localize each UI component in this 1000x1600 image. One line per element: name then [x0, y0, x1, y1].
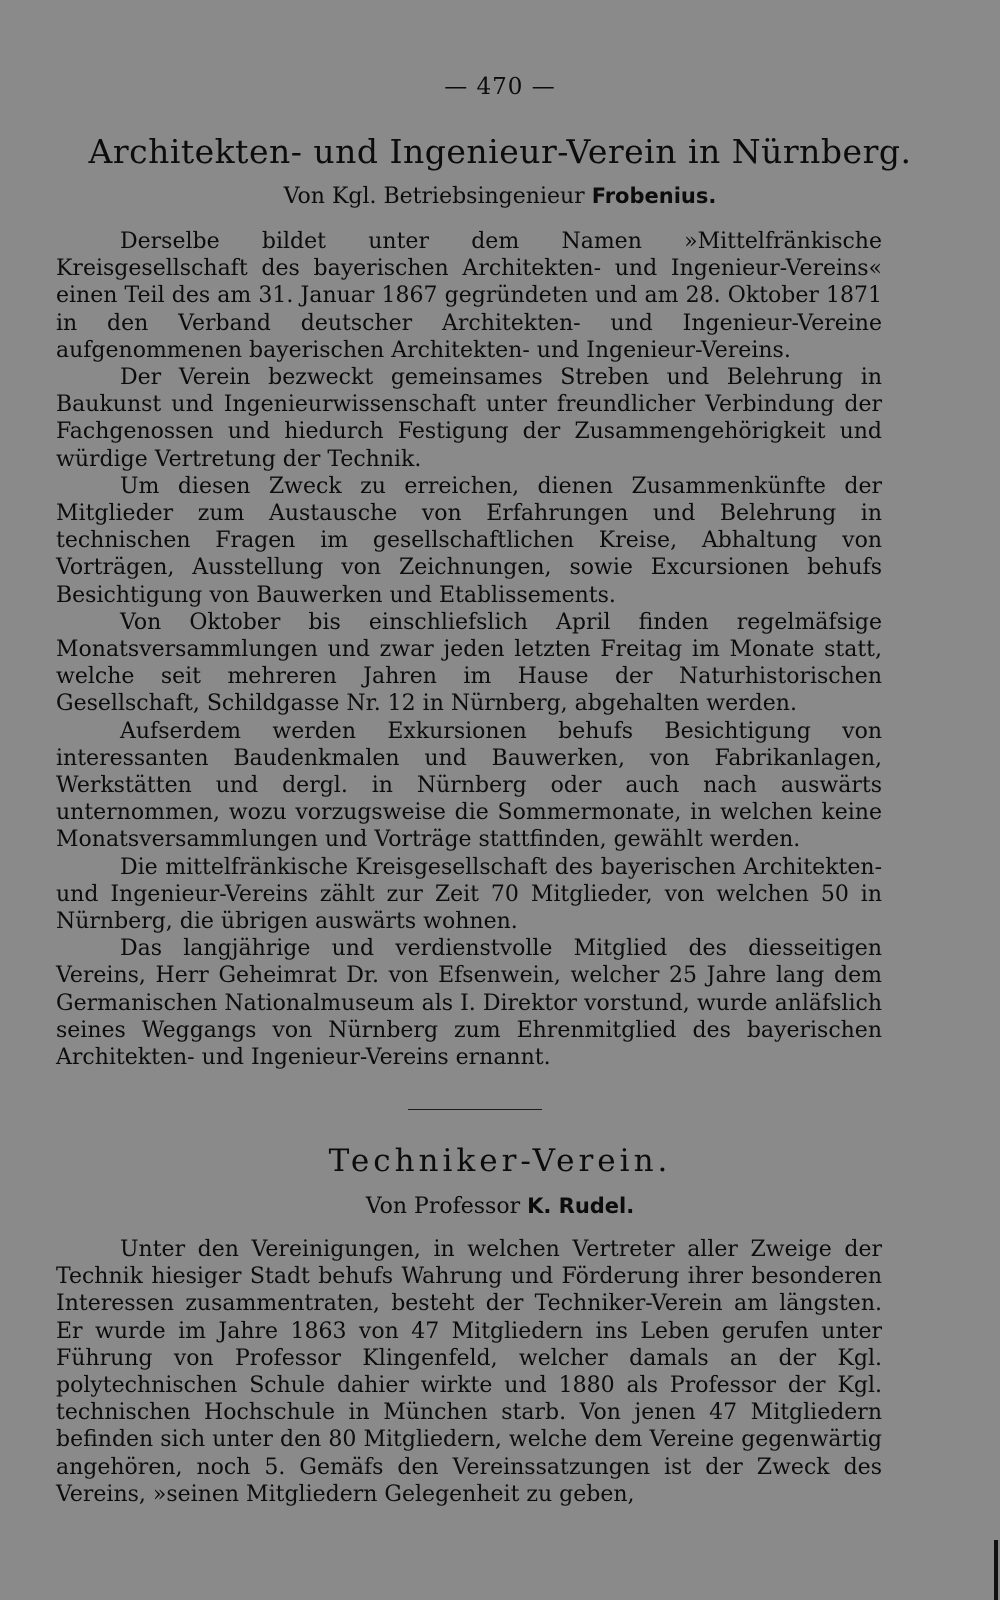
paragraph: Unter den Vereinigungen, in welchen Vertreter aller Zweige der Technik hiesiger Stadt behufs Wahrung und Förderung ihrer besonderen Interessen zusammentraten, besteht der Techniker-Verein am längsten. Er wurde im Jahre 1863 von 47 Mitgliedern ins Leben gerufen unter Führung von Professor Klingenfeld, welcher damals an der Kgl. polytechnischen Schule dahier wirkte und 1880 als Professor der Kgl. technischen Hochschule in München starb. Von jenen 47 Mitgliedern befinden sich unter den 80 Mitgliedern, welche dem Vereine gegenwärtig angehören, noch 5. Gemäfs den Vereinssatzungen ist der Zweck des Vereins, »seinen Mitgliedern Gelegenheit zu geben,: [56, 1237, 882, 1507]
byline-author: K. Rudel.: [527, 1194, 635, 1218]
section-divider: [408, 1109, 542, 1110]
paragraph: Das langjährige und verdienstvolle Mitglied des diesseitigen Vereins, Herr Geheimrat Dr. von Efsenwein, welcher 25 Jahre lang dem Germanischen Nationalmuseum als I. Direktor vorstund, wurde anläfslich seines Weggangs von Nürnberg zum Ehrenmitglied des bayerischen Architekten- und Ingenieur-Vereins ernannt.: [56, 936, 882, 1071]
section-title: Architekten- und Ingenieur-Verein in Nürnberg.: [88, 132, 912, 171]
section-byline: [0, 184, 1000, 209]
paragraph: Derselbe bildet unter dem Namen »Mittelfränkische Kreisgesellschaft des bayerischen Architekten- und Ingenieur-Vereins« einen Teil des am 31. Januar 1867 gegründeten und am 28. Oktober 1871 in den Verband deutscher Architekten- und Ingenieur-Vereine aufgenommenen bayerischen Architekten- und Ingenieur-Vereins.: [56, 229, 882, 363]
section-body: [56, 1236, 882, 1508]
paragraph: Um diesen Zweck zu erreichen, dienen Zusammenkünfte der Mitglieder zum Austausche von Erfahrungen und Belehrung in technischen Fragen im gesellschaftlichen Kreise, Abhaltung von Vorträgen, Ausstellung von Zeichnungen, sowie Excursionen behufs Besichtigung von Bauwerken und Etablissements.: [56, 473, 882, 608]
byline-prefix: Von Kgl. Betriebsingenieur: [283, 184, 585, 209]
section-title: Techniker-Verein.: [328, 1143, 672, 1179]
scan-edge-mark: [994, 1540, 998, 1600]
section-body: [56, 228, 882, 1071]
byline-author: Frobenius.: [591, 184, 717, 208]
byline-prefix: Von Professor: [365, 1194, 521, 1219]
section-byline: [0, 1194, 1000, 1219]
paragraph: Aufserdem werden Exkursionen behufs Besichtigung von interessanten Baudenkmalen und Bauwerken, von Fabrikanlagen, Werkstätten und dergl. in Nürnberg oder auch nach auswärts unternommen, wozu vorzugsweise die Sommermonate, in welchen keine Monatsversammlungen und Vorträge stattfinden, gewählt werden.: [56, 718, 882, 853]
paragraph: Der Verein bezweckt gemeinsames Streben und Belehrung in Baukunst und Ingenieurwissenschaft unter freundlicher Verbindung der Fachgenossen und hiedurch Festigung der Zusammengehörigkeit und würdige Vertretung der Technik.: [56, 365, 882, 472]
paragraph: Von Oktober bis einschliefslich April finden regelmäfsige Monatsversammlungen und zwar jeden letzten Freitag im Monate statt, welche seit mehreren Jahren im Hause der Naturhistorischen Gesellschaft, Schildgasse Nr. 12 in Nürnberg, abgehalten werden.: [56, 609, 882, 717]
page-number: — 470 —: [444, 74, 556, 100]
paragraph: Die mittelfränkische Kreisgesellschaft des bayerischen Architekten- und Ingenieur-Vereins zählt zur Zeit 70 Mitglieder, von welchen 50 in Nürnberg, die übrigen auswärts wohnen.: [56, 854, 882, 935]
